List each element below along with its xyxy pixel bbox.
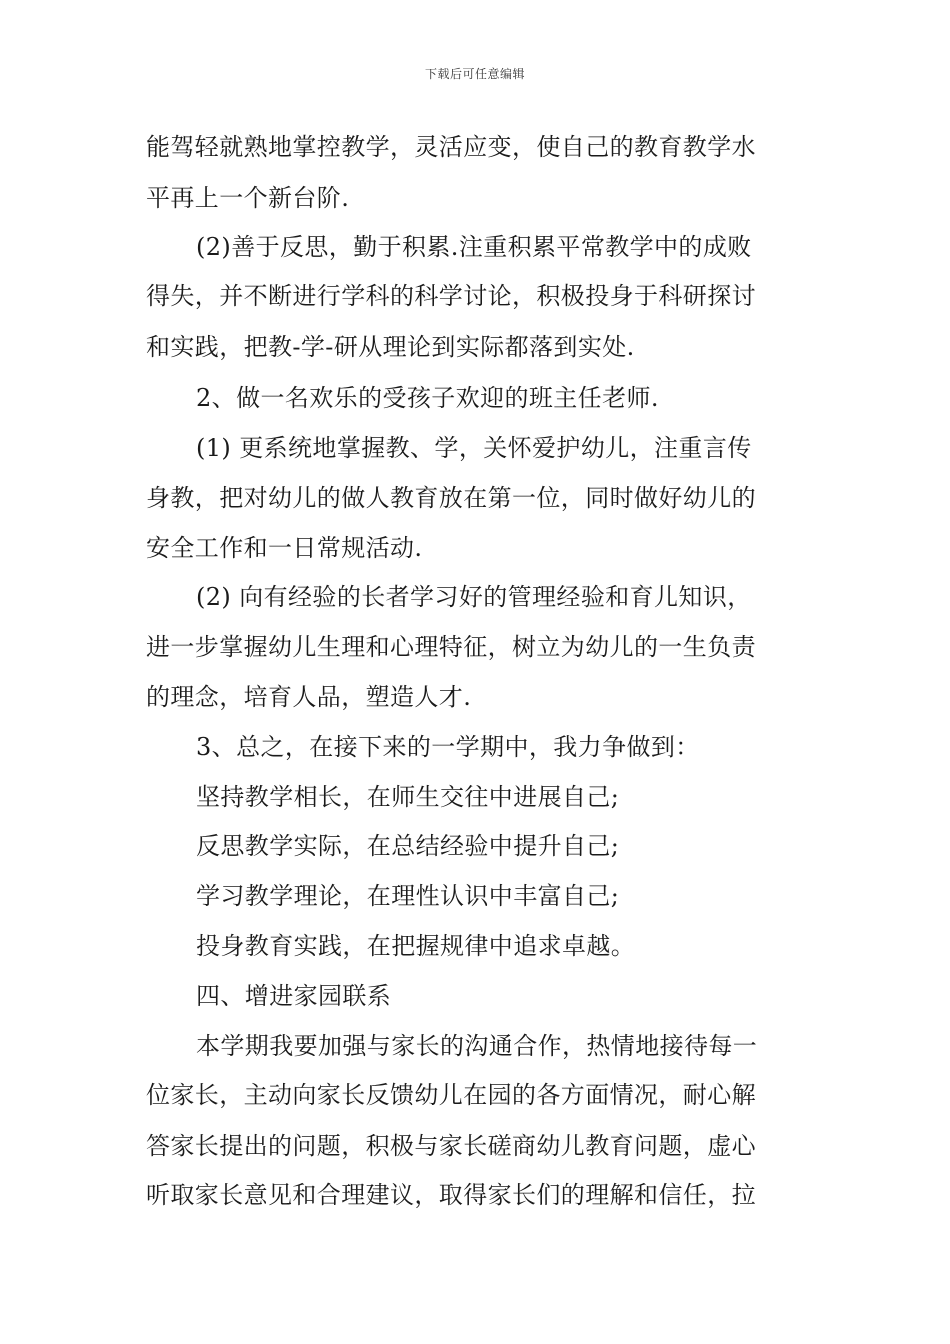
page-header: 下载后可任意编辑 — [424, 67, 525, 81]
body-line: 得失，并不断进行学科的科学讨论，积极投身于科研探讨 — [146, 282, 756, 310]
body-line: 的理念，培育人品，塑造人才. — [146, 683, 472, 711]
body-line: 听取家长意见和合理建议，取得家长们的理解和信任，拉 — [146, 1181, 756, 1209]
body-line: 进一步掌握幼儿生理和心理特征，树立为幼儿的一生负责 — [146, 633, 756, 661]
body-line: 学习教学理论，在理性认识中丰富自己; — [196, 882, 620, 910]
body-line: 投身教育实践，在把握规律中追求卓越。 — [196, 932, 636, 960]
body-line: 答家长提出的问题，积极与家长磋商幼儿教育问题，虚心 — [146, 1132, 756, 1160]
body-line: 本学期我要加强与家长的沟通合作，热情地接待每一 — [196, 1032, 758, 1060]
body-line: 能驾轻就熟地掌控教学，灵活应变，使自己的教育教学水 — [146, 133, 756, 161]
body-line: 坚持教学相长，在师生交往中进展自己; — [196, 783, 620, 811]
body-line: 3、总之，在接下来的一学期中，我力争做到： — [196, 733, 700, 761]
body-line: (2) 向有经验的长者学习好的管理经验和育儿知识， — [196, 583, 752, 611]
body-line: (2)善于反思，勤于积累.注重积累平常教学中的成败 — [196, 233, 752, 261]
body-line: 身教，把对幼儿的做人教育放在第一位，同时做好幼儿的 — [146, 484, 756, 512]
body-line: 和实践，把教-学-研从理论到实际都落到实处. — [146, 333, 635, 361]
section-heading: 四、增进家园联系 — [196, 982, 392, 1010]
body-line: 安全工作和一日常规活动. — [146, 534, 423, 562]
body-line: 2、做一名欢乐的受孩子欢迎的班主任老师. — [196, 384, 659, 412]
body-line: 平再上一个新台阶. — [146, 184, 350, 212]
body-line: 位家长，主动向家长反馈幼儿在园的各方面情况，耐心解 — [146, 1081, 756, 1109]
body-line: 反思教学实际，在总结经验中提升自己; — [196, 832, 620, 860]
body-line: (1) 更系统地掌握教、学，关怀爱护幼儿，注重言传 — [196, 434, 752, 462]
